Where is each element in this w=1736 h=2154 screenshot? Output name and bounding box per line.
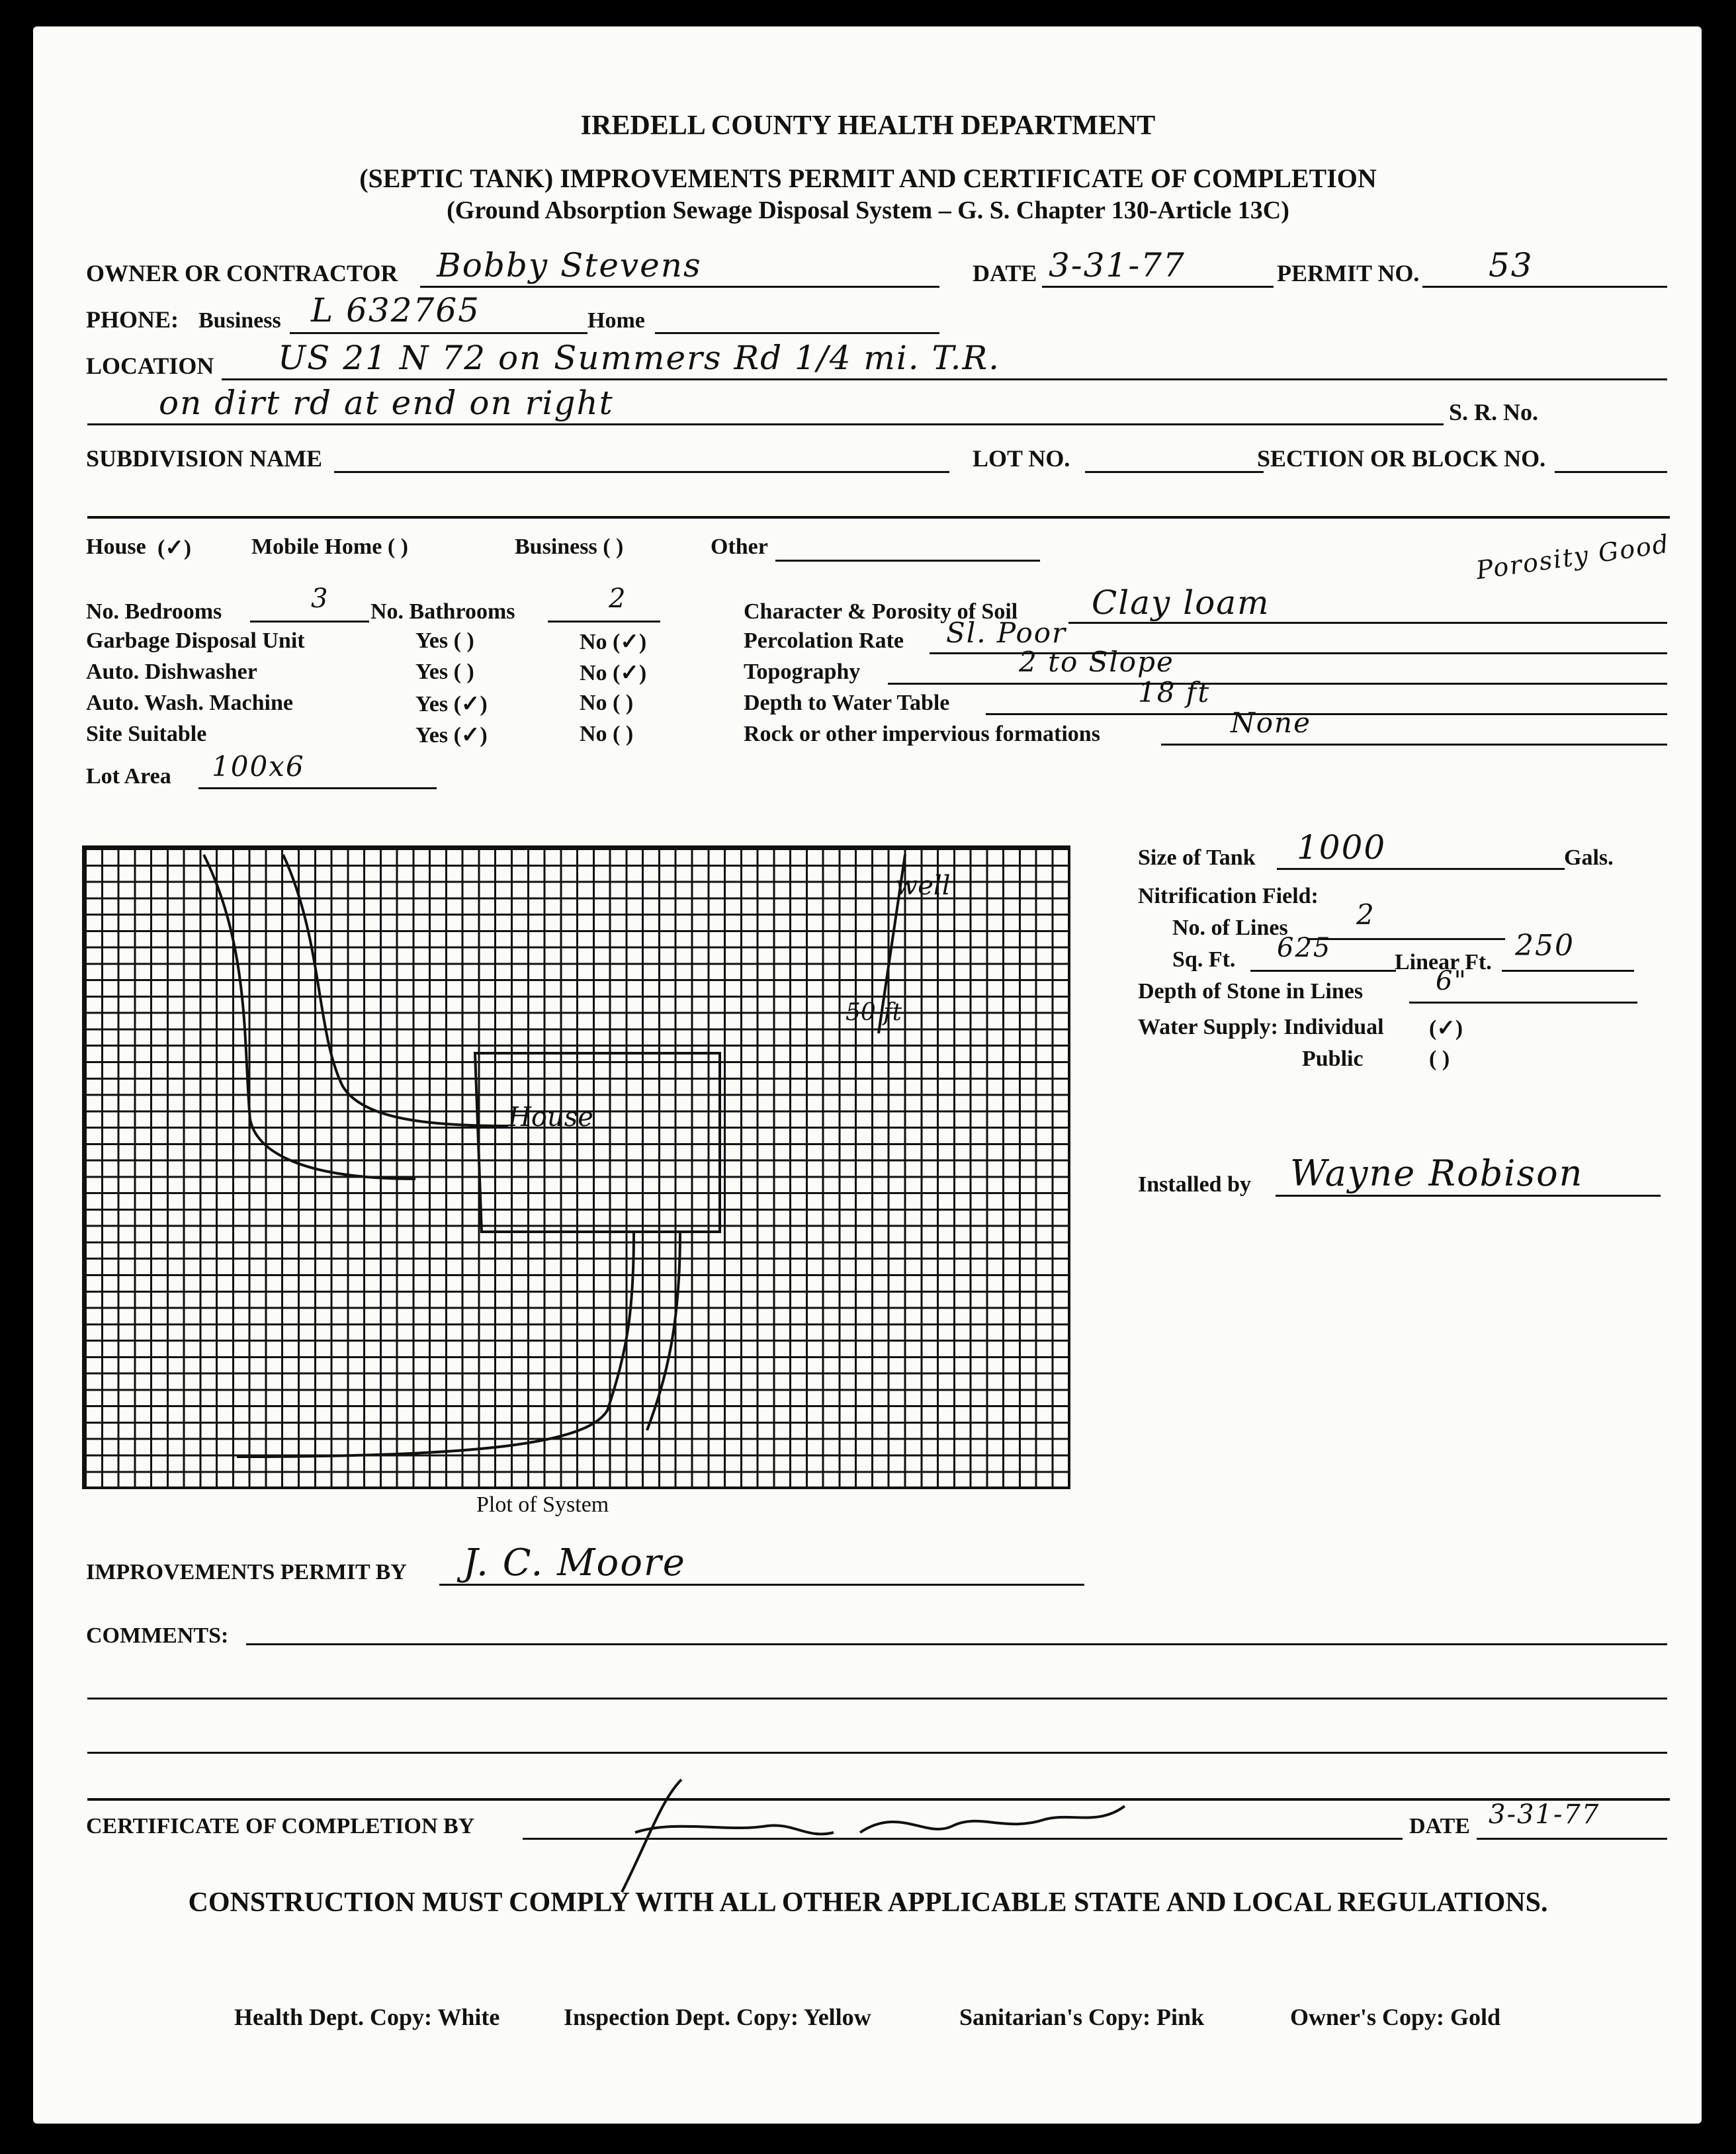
compliance-notice: CONSTRUCTION MUST COMPLY WITH ALL OTHER APPLICABLE STATE AND LOCAL REGULATIONS.	[188, 1887, 1548, 1918]
water-table-value: 18 ft	[1138, 676, 1211, 709]
comments-label: COMMENTS:	[86, 1623, 229, 1648]
site-suitable-no: No ( )	[580, 722, 634, 746]
date-value: 3-31-77	[1049, 246, 1186, 284]
sqft-label: Sq. Ft.	[1172, 947, 1236, 972]
house-label: House	[86, 535, 146, 559]
bathrooms-value: 2	[609, 583, 627, 614]
house-mark: (✓)	[157, 536, 192, 560]
perc-rate-value: Sl. Poor	[946, 617, 1067, 649]
dishwasher-label: Auto. Dishwasher	[86, 660, 257, 684]
location-line1: US 21 N 72 on Summers Rd 1/4 mi. T.R.	[278, 339, 1001, 377]
stone-depth-label: Depth of Stone in Lines	[1138, 979, 1364, 1004]
linear-ft-value: 250	[1515, 929, 1575, 963]
lot-no-label: LOT NO.	[973, 445, 1070, 472]
wash-machine-no: No ( )	[580, 691, 634, 715]
topography-value: 2 to Slope	[1019, 646, 1174, 678]
phone-business-label: Business	[198, 308, 281, 333]
copy-sanitarian: Sanitarian's Copy: Pink	[959, 2004, 1205, 2030]
certificate-date-label: DATE	[1409, 1814, 1470, 1838]
individual-mark: (✓)	[1429, 1016, 1463, 1041]
porosity-note: Porosity Good	[1474, 529, 1672, 585]
plot-grid	[82, 845, 1070, 1489]
lot-area-label: Lot Area	[86, 764, 171, 789]
permit-title: (SEPTIC TANK) IMPROVEMENTS PERMIT AND CERTIFICATE OF COMPLETION	[359, 163, 1377, 193]
public-mark: ( )	[1429, 1047, 1450, 1071]
phone-business-value: L 632765	[311, 291, 480, 329]
plot-caption: Plot of System	[476, 1492, 609, 1517]
permit-no-value: 53	[1489, 246, 1534, 284]
site-suitable-yes: Yes (✓)	[415, 723, 488, 748]
stone-depth-value: 6"	[1436, 966, 1467, 996]
soil-character-value: Clay loam	[1092, 583, 1270, 622]
bathrooms-label: No. Bathrooms	[370, 599, 515, 624]
improvements-value: J. C. Moore	[463, 1541, 686, 1584]
lines-value: 2	[1356, 898, 1375, 931]
rock-value: None	[1231, 707, 1311, 739]
lines-label: No. of Lines	[1172, 916, 1288, 940]
permit-no-label: PERMIT NO.	[1277, 260, 1420, 286]
installed-by-label: Installed by	[1138, 1172, 1251, 1197]
installed-by-value: Wayne Robison	[1290, 1152, 1584, 1194]
garbage-no: No (✓)	[580, 630, 647, 654]
linear-ft-label: Linear Ft.	[1395, 950, 1492, 974]
phone-home-label: Home	[587, 308, 645, 333]
mobile-home-label: Mobile Home ( )	[251, 535, 408, 559]
perc-rate-label: Percolation Rate	[744, 628, 904, 653]
date-label: DATE	[973, 260, 1037, 286]
wash-machine-yes: Yes (✓)	[415, 692, 488, 716]
phone-label: PHONE:	[86, 306, 179, 333]
garbage-yes: Yes ( )	[415, 628, 474, 653]
dishwasher-no: No (✓)	[580, 661, 647, 685]
plot-sketch	[85, 848, 1068, 1486]
wash-machine-label: Auto. Wash. Machine	[86, 691, 293, 715]
sketch-note-well: well	[895, 871, 951, 901]
sqft-value: 625	[1277, 933, 1332, 963]
improvements-label: IMPROVEMENTS PERMIT BY	[86, 1560, 407, 1584]
department-title: IREDELL COUNTY HEALTH DEPARTMENT	[580, 110, 1156, 141]
rock-label: Rock or other impervious formations	[744, 722, 1100, 746]
sketch-note-distance: 50 ft	[846, 999, 902, 1026]
water-table-label: Depth to Water Table	[744, 691, 950, 715]
owner-value: Bobby Stevens	[437, 246, 702, 284]
water-supply-label: Water Supply: Individual	[1138, 1015, 1384, 1039]
tank-size-label: Size of Tank	[1138, 845, 1256, 870]
public-label: Public	[1302, 1047, 1364, 1071]
bedrooms-value: 3	[311, 583, 329, 614]
permit-subtitle: (Ground Absorption Sewage Disposal System – G. S. Chapter 130-Article 13C)	[447, 196, 1289, 224]
certificate-date-value: 3-31-77	[1489, 1799, 1600, 1830]
copy-owner: Owner's Copy: Gold	[1290, 2004, 1501, 2030]
other-label: Other	[711, 535, 768, 559]
location-label: LOCATION	[86, 353, 214, 379]
business-type-label: Business ( )	[515, 535, 624, 559]
location-line2: on dirt rd at end on right	[159, 384, 614, 422]
soil-character-label: Character & Porosity of Soil	[744, 599, 1018, 624]
copy-health: Health Dept. Copy: White	[234, 2004, 500, 2030]
section-block-label: SECTION OR BLOCK NO.	[1257, 445, 1546, 472]
site-suitable-label: Site Suitable	[86, 722, 207, 746]
tank-gals-label: Gals.	[1564, 845, 1614, 870]
certificate-signature	[582, 1760, 1151, 1905]
topography-label: Topography	[744, 660, 861, 684]
garbage-label: Garbage Disposal Unit	[86, 628, 305, 653]
sketch-note-house: House	[508, 1102, 593, 1133]
lot-area-value: 100x6	[212, 750, 305, 783]
sr-no-label: S. R. No.	[1449, 399, 1539, 425]
copy-inspection: Inspection Dept. Copy: Yellow	[564, 2004, 871, 2030]
nitrification-label: Nitrification Field:	[1138, 884, 1319, 908]
owner-label: OWNER OR CONTRACTOR	[86, 260, 398, 286]
certificate-label: CERTIFICATE OF COMPLETION BY	[86, 1814, 475, 1838]
section-divider	[87, 516, 1670, 519]
bedrooms-label: No. Bedrooms	[86, 599, 222, 624]
subdivision-label: SUBDIVISION NAME	[86, 445, 323, 472]
tank-size-value: 1000	[1297, 828, 1387, 867]
dishwasher-yes: Yes ( )	[415, 660, 474, 684]
